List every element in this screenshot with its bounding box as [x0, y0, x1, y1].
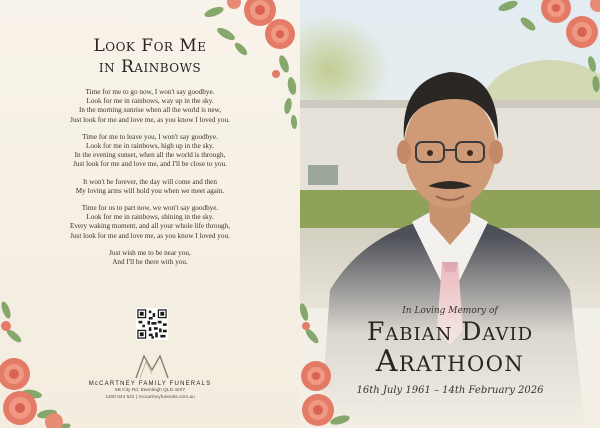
company-address: 6B City Rd, Beenleigh QLD 4207 [114, 388, 186, 393]
poem-line: My loving arms will hold you when we meet again. [75, 186, 225, 195]
poem-body [0, 88, 300, 275]
company-contact: 1300 043 522 | mccartneyfunerals.com.au [105, 395, 195, 400]
poem-line: Look for me in rainbows, high up in the sky. [86, 142, 214, 151]
deceased-first-names: Fabian David [366, 317, 534, 346]
poem-line: Just wish me to be near you, [109, 248, 191, 257]
deceased-surname: Arathoon [375, 344, 525, 379]
poem-stanza [0, 204, 300, 241]
memorial-heading [300, 306, 600, 396]
poem-stanza [0, 133, 300, 170]
rose-cluster-icon [498, 0, 600, 94]
poem-line: Just look for me and love me, as you know I loved you. [70, 115, 230, 124]
poem-line: Time for us to part now, we won't say goodbye. [81, 204, 219, 213]
in-loving-memory-label: In Loving Memory of [402, 306, 498, 316]
poem-line: Every waking moment, and all your whole life through, [69, 222, 231, 231]
poem-line: In the evening sunset, when all the world is through, [74, 151, 226, 160]
rose-cluster-icon [0, 296, 88, 428]
poem-line: Time for me to go now, I won't say goodbye. [85, 88, 215, 96]
poem-line: Just look for me and love me, as you know I loved you. [70, 231, 230, 240]
poem-line: Look for me in rainbows, shining in the sky. [86, 213, 214, 222]
poem-line: Time for me to leave you, I won't say goodbye. [82, 132, 218, 141]
mccartney-m-logo-icon [132, 352, 172, 380]
memorial-cover-page [300, 0, 600, 428]
poem-line: And I'll be there with you. [112, 258, 188, 267]
poem-stanza [0, 249, 300, 267]
funeral-company-info [0, 381, 300, 401]
poem-title [0, 36, 300, 78]
poem-stanza [0, 88, 300, 125]
company-name: McCARTNEY FAMILY FUNERALS [88, 381, 212, 387]
poem-stanza [0, 178, 300, 196]
poem-line: Look for me in rainbows, way up in the sky. [86, 97, 214, 106]
poem-line: In the morning sunrise when all the world is new, [78, 106, 222, 115]
poem-title-line-1: Look For Me [93, 36, 207, 56]
poem-line: It won't be forever, the day will come and then [83, 177, 217, 186]
poem-line: Just look for me and love me, and I'll be close to you. [73, 160, 227, 169]
life-dates: 16th July 1961 – 14th February 2026 [356, 385, 544, 396]
poem-title-line-2: in Rainbows [98, 57, 202, 77]
qr-code-icon [136, 308, 168, 340]
